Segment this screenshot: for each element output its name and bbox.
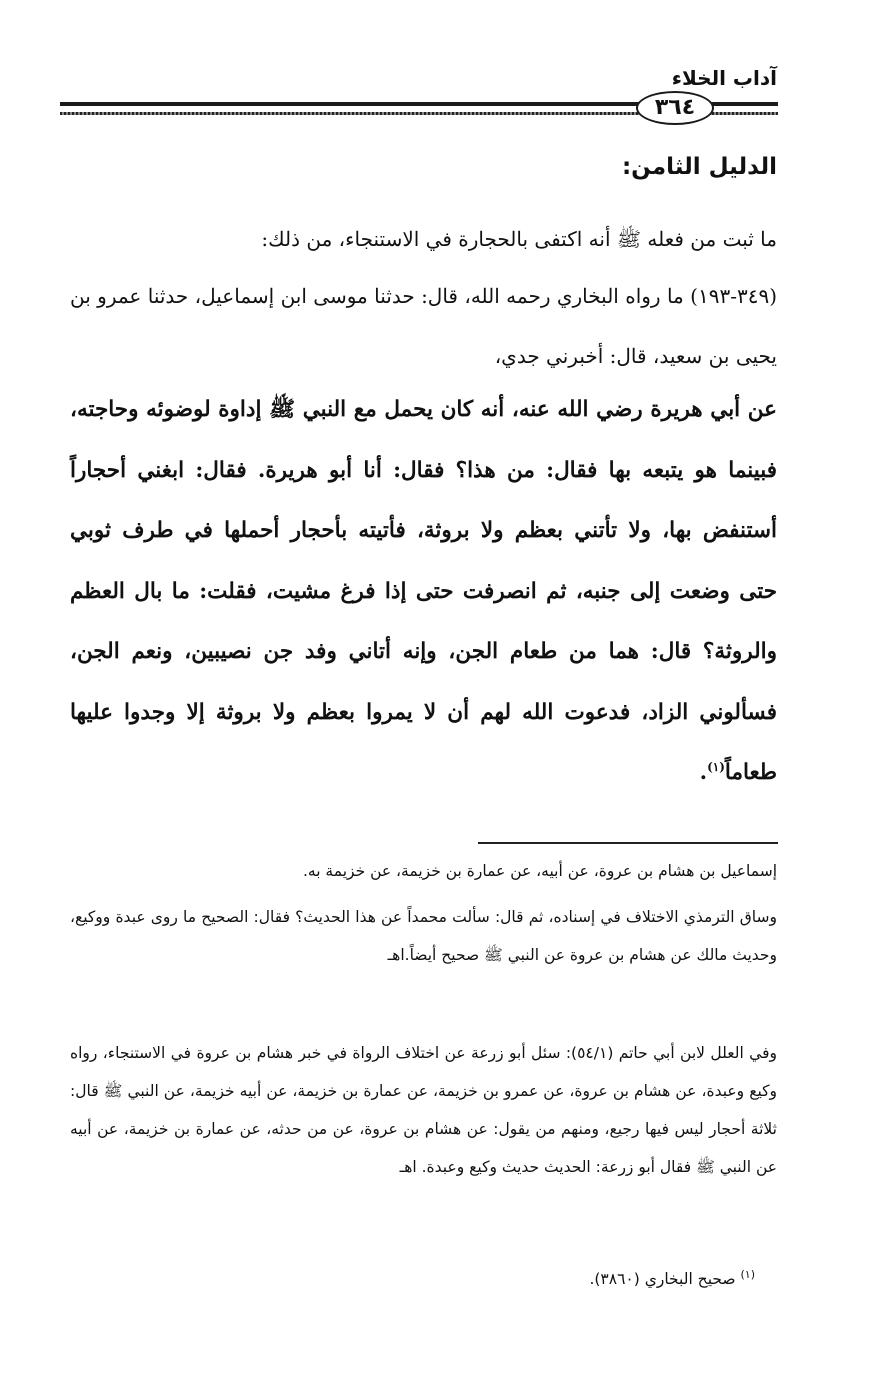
footnote-1-text: صحيح البخاري (٣٨٦٠).: [589, 1270, 736, 1288]
hadith-paragraph: [70, 380, 777, 804]
section-heading: الدليل الثامن:: [621, 154, 777, 180]
footnote-1: [589, 1267, 755, 1288]
hadith-end: .: [699, 760, 708, 785]
footnote-1-marker: (١): [740, 1267, 755, 1281]
footnote-tirmidhi: وساق الترمذي الاختلاف في إسناده، ثم قال: سألت محمداً عن هذا الحديث؟ فقال: الصحيح ما روى عبدة ووكيع، وحديث مالك عن هشام بن عروة عن النبي ﷺ صحيح أيضاً.اهـ: [70, 908, 777, 964]
isnad-paragraph: (٣٤٩-١٩٣) ما رواه البخاري رحمه الله، قال: حدثنا موسى ابن إسماعيل، حدثنا عمرو بن يحيى بن سعيد، قال: أخبرني جدي،: [70, 284, 777, 368]
intro-paragraph: ما ثبت من فعله ﷺ أنه اكتفى بالحجارة في الاستنجاء، من ذلك:: [261, 227, 777, 251]
hadith-text: عن أبي هريرة رضي الله عنه، أنه كان يحمل مع النبي ﷺ إداوة لوضوئه وحاجته، فبينما هو يتبعه بها فقال: من هذا؟ فقال: أنا أبو هريرة. فقال: ابغني أحجاراً أستنفض بها، ولا تأتني بعظم ولا بروثة، فأتيته بأحجار أحملها في طرف ثوبي حتى وضعت إلى جنبه، ثم انصرفت حتى إذا فرغ مشيت، فقلت: ما بال العظم والروثة؟ قال: هما من طعام الجن، وإنه أتاني وفد جن نصيبين، ونعم الجن، فسألوني الزاد، فدعوت الله لهم أن لا يمروا بعظم ولا بروثة إلا وجدوا عليها طعاماً: [70, 397, 777, 785]
footnote-separator: [478, 842, 778, 844]
running-title: آداب الخلاء: [671, 66, 777, 90]
footnote-ilal: وفي العلل لابن أبي حاتم (٥٤/١): سئل أبو زرعة عن اختلاف الرواة في خبر هشام بن عروة في الاستنجاء، رواه وكيع وعبدة، عن هشام بن عروة، عن عمرو بن خزيمة، عن عمارة بن خزيمة، عن أبيه خزيمة، عن النبي ﷺ قال: ثلاثة أحجار ليس فيها رجيع، ومنهم من يقول: عن هشام بن عروة، عن من حدثه، عن عمارة بن خزيمة، عن أبيه عن النبي ﷺ فقال أبو زرعة: الحديث حديث وكيع وعبدة. اهـ: [70, 1044, 777, 1176]
page-number: ٣٦٤: [654, 95, 696, 120]
footnote-continuation: إسماعيل بن هشام بن عروة، عن أبيه، عن عمارة بن خزيمة، عن خزيمة به.: [302, 862, 777, 880]
page-number-badge: [636, 91, 714, 125]
footnote-marker: (١): [707, 759, 725, 774]
